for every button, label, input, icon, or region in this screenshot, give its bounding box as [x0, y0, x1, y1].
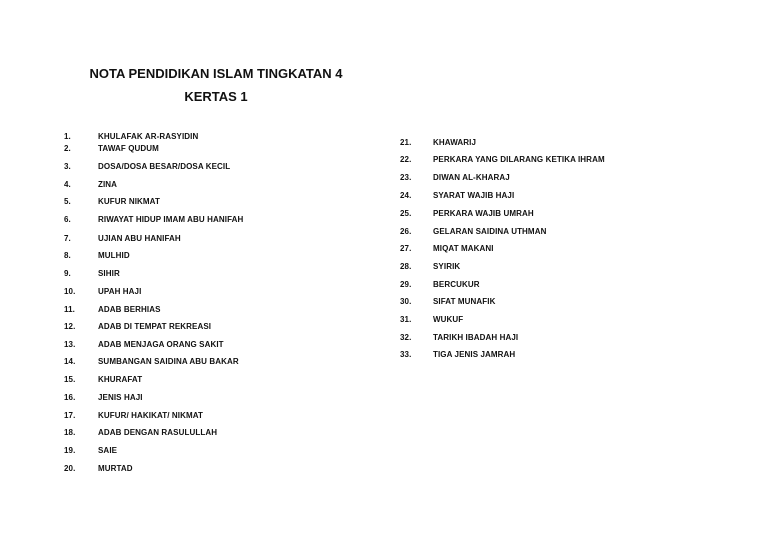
item-number: 22. — [400, 155, 412, 164]
item-number: 18. — [64, 428, 76, 437]
item-number: 27. — [400, 244, 412, 253]
item-text: ADAB BERHIAS — [98, 305, 161, 314]
item-text: SUMBANGAN SAIDINA ABU BAKAR — [98, 357, 239, 366]
item-text: PERKARA WAJIB UMRAH — [433, 209, 534, 218]
item-number: 24. — [400, 191, 412, 200]
item-text: DOSA/DOSA BESAR/DOSA KECIL — [98, 162, 231, 171]
item-text: SYARAT WAJIB HAJI — [433, 191, 515, 200]
item-number: 16. — [64, 393, 76, 402]
item-text: TAWAF QUDUM — [98, 144, 159, 153]
item-text: MURTAD — [98, 464, 133, 473]
item-number: 33. — [400, 350, 412, 359]
item-number: 28. — [400, 262, 412, 271]
item-number: 29. — [400, 280, 412, 289]
item-number: 1. — [64, 132, 71, 141]
item-text: SAIE — [98, 446, 118, 455]
item-number: 14. — [64, 357, 76, 366]
item-text: ZINA — [98, 180, 118, 189]
item-text: ADAB DI TEMPAT REKREASI — [98, 322, 212, 331]
item-number: 4. — [64, 180, 71, 189]
item-number: 19. — [64, 446, 76, 455]
page-title: NOTA PENDIDIKAN ISLAM TINGKATAN 4 — [89, 66, 343, 81]
item-text: GELARAN SAIDINA UTHMAN — [433, 227, 547, 236]
item-number: 15. — [64, 375, 76, 384]
item-number: 25. — [400, 209, 412, 218]
item-number: 11. — [64, 305, 75, 314]
item-text: TIGA JENIS JAMRAH — [433, 350, 516, 359]
item-text: BERCUKUR — [433, 280, 480, 289]
item-number: 32. — [400, 333, 412, 342]
item-text: UJIAN ABU HANIFAH — [98, 234, 181, 243]
item-number: 6. — [64, 215, 71, 224]
item-number: 13. — [64, 340, 76, 349]
item-text: RIWAYAT HIDUP IMAM ABU HANIFAH — [98, 215, 244, 224]
item-number: 8. — [64, 251, 71, 260]
item-text: KHURAFAT — [98, 375, 143, 384]
item-text: DIWAN AL-KHARAJ — [433, 173, 510, 182]
item-text: SIHIR — [98, 269, 120, 278]
item-number: 31. — [400, 315, 412, 324]
item-text: KUFUR/ HAKIKAT/ NIKMAT — [98, 411, 204, 420]
item-text: UPAH HAJI — [98, 287, 142, 296]
item-text: KHULAFAK AR-RASYIDIN — [98, 132, 199, 141]
item-text: MULHID — [98, 251, 130, 260]
page-subtitle: KERTAS 1 — [184, 89, 248, 104]
item-text: ADAB DENGAN RASULULLAH — [98, 428, 218, 437]
item-text: PERKARA YANG DILARANG KETIKA IHRAM — [433, 155, 605, 164]
item-number: 30. — [400, 297, 412, 306]
item-text: ADAB MENJAGA ORANG SAKIT — [98, 340, 224, 349]
item-text: SYIRIK — [433, 262, 461, 271]
item-number: 23. — [400, 173, 412, 182]
item-number: 17. — [64, 411, 76, 420]
item-text: WUKUF — [433, 315, 464, 324]
item-text: JENIS HAJI — [98, 393, 143, 402]
item-number: 12. — [64, 322, 76, 331]
item-text: KHAWARIJ — [433, 138, 477, 147]
item-number: 7. — [64, 234, 71, 243]
item-number: 26. — [400, 227, 412, 236]
item-text: TARIKH IBADAH HAJI — [433, 333, 519, 342]
item-text: MIQAT MAKANI — [433, 244, 494, 253]
item-number: 20. — [64, 464, 76, 473]
item-number: 10. — [64, 287, 76, 296]
item-number: 2. — [64, 144, 71, 153]
item-text: KUFUR NIKMAT — [98, 197, 160, 206]
item-number: 21. — [400, 138, 412, 147]
item-text: SIFAT MUNAFIK — [433, 297, 496, 306]
item-number: 9. — [64, 269, 71, 278]
item-number: 5. — [64, 197, 71, 206]
item-number: 3. — [64, 162, 71, 171]
